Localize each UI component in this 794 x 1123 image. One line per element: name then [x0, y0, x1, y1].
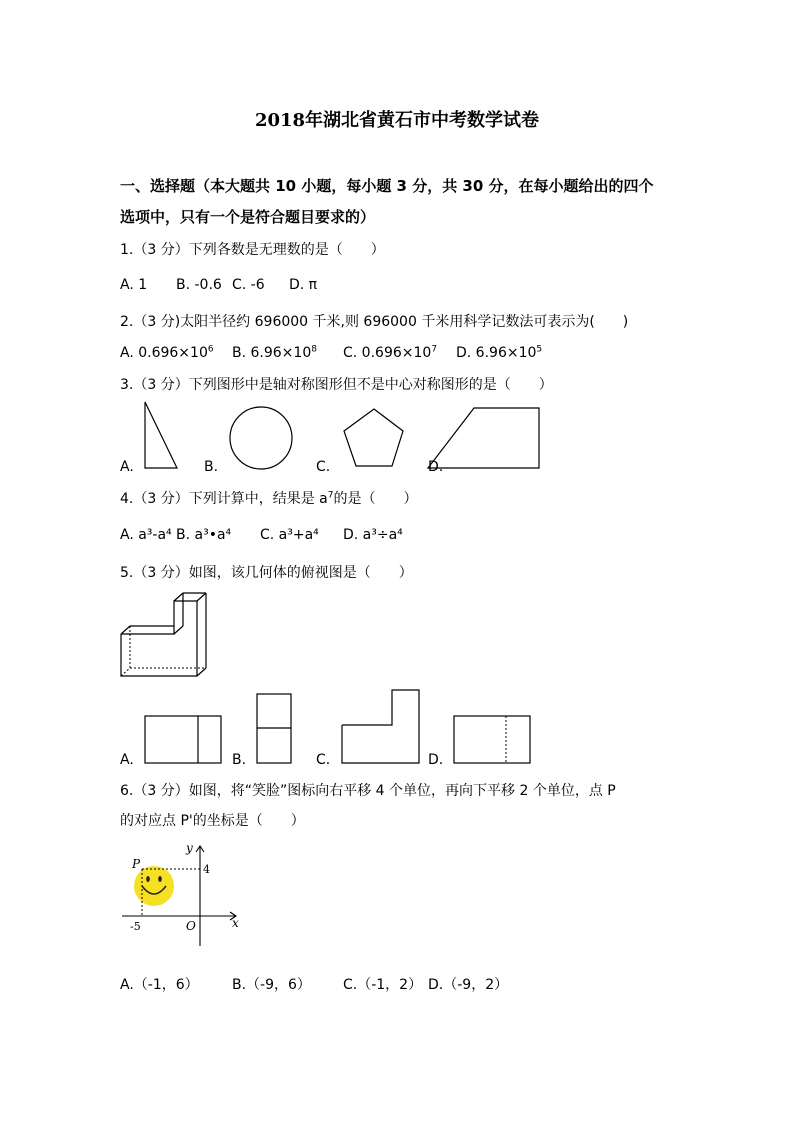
q5-option-a: A.	[120, 752, 134, 768]
q2-option-d: D. $6.96\times 10^5$	[456, 344, 543, 361]
q4-option-b: B. a³•a⁴	[176, 527, 232, 543]
question-4-stem: 4.（3 分）下列计算中，结果是 $a^7$的是（ ）	[120, 490, 418, 507]
q5-option-b: B.	[232, 752, 247, 768]
q3-circle	[230, 407, 292, 469]
q6-option-c: C.（-1，2）	[343, 977, 423, 993]
q5-figure-c	[342, 690, 419, 763]
q6-option-a: A.（-1，6）	[120, 977, 199, 993]
smiley-eye-left	[146, 876, 150, 882]
q1-option-a: A. 1	[120, 277, 148, 293]
q4-option-c: C. a³+a⁴	[260, 527, 319, 543]
q4-option-d: D. a³÷a⁴	[343, 527, 403, 543]
q5-figure-a	[145, 716, 221, 763]
q2-option-a: A. $0.696\times 10^6$	[120, 344, 214, 361]
section-heading-line2: 选项中，只有一个是符合题目要求的）	[120, 208, 376, 226]
question-5-stem: 5.（3 分）如图，该几何体的俯视图是（ ）	[120, 565, 413, 581]
question-2-stem: 2.（3 分)太阳半径约 696000 千米,则 696000 千米用科学记数法可表示为( )	[120, 314, 629, 330]
q5-option-c: C.	[316, 752, 331, 768]
page-title: 2018年湖北省黄石市中考数学试卷	[254, 110, 540, 131]
q5-figure-d	[454, 716, 530, 763]
q2-option-b: B. $6.96\times 10^8$	[232, 344, 317, 361]
question-1-stem: 1.（3 分）下列各数是无理数的是（ ）	[120, 242, 385, 258]
q5-option-d: D.	[428, 752, 444, 768]
q6-coordinate-figure	[118, 838, 248, 950]
q1-option-d: D. π	[289, 277, 318, 293]
q3-option-b: B.	[204, 459, 219, 475]
q3-right-triangle	[145, 402, 177, 468]
q6-option-d: D.（-9，2）	[428, 977, 509, 993]
q3-option-a: A.	[120, 459, 134, 475]
q3-figures	[120, 398, 560, 478]
q2-option-c: C. $0.696\times 10^7$	[343, 344, 438, 361]
q3-option-d: D.	[428, 459, 444, 475]
tick-label-minus5: -5	[130, 920, 141, 933]
origin-label: O	[186, 919, 196, 933]
q5-solid-figure	[118, 590, 214, 682]
x-axis-label: x	[232, 916, 239, 930]
question-6-stem-line2: 的对应点 P'的坐标是（ ）	[120, 813, 305, 829]
q3-option-c: C.	[316, 459, 331, 475]
question-6-stem-line1: 6.（3 分）如图，将“笑脸”图标向右平移 4 个单位，再向下平移 2 个单位，点 P	[120, 783, 616, 799]
q1-option-c: C. -6	[232, 277, 265, 293]
q4-option-a: A. a³-a⁴	[120, 527, 172, 543]
tick-label-4: 4	[203, 863, 210, 876]
point-p-label: P	[132, 857, 141, 871]
q3-pentagon	[344, 409, 403, 466]
y-axis-label: y	[186, 841, 193, 855]
smiley-face	[134, 866, 174, 906]
q3-trapezoid	[428, 408, 539, 468]
question-3-stem: 3.（3 分）下列图形中是轴对称图形但不是中心对称图形的是（ ）	[120, 377, 553, 393]
section-heading-line1: 一、选择题（本大题共 10 小题，每小题 3 分，共 30 分，在每小题给出的四个	[120, 177, 654, 195]
smiley-eye-right	[158, 876, 162, 882]
q6-option-b: B.（-9，6）	[232, 977, 311, 993]
q1-option-b: B. -0.6	[176, 277, 222, 293]
